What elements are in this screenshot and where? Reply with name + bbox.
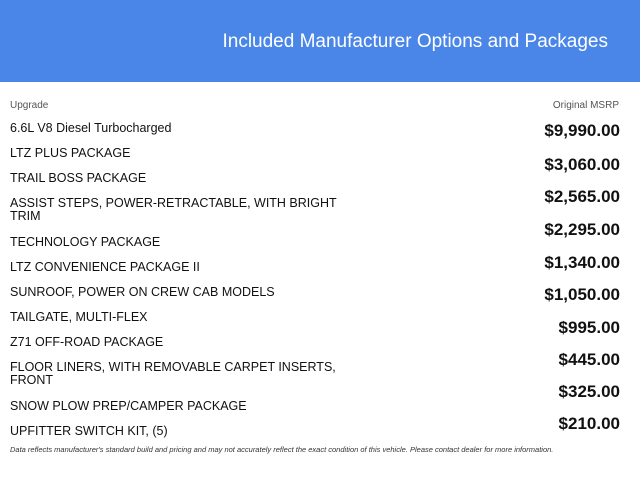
upgrade-item: UPFITTER SWITCH KIT, (5) <box>10 424 168 438</box>
msrp-price: $995.00 <box>558 318 620 337</box>
upgrade-item: LTZ PLUS PACKAGE <box>10 146 131 160</box>
msrp-price: $1,340.00 <box>544 253 620 272</box>
msrp-price: $325.00 <box>558 382 620 401</box>
upgrade-item: ASSIST STEPS, POWER-RETRACTABLE, WITH BRIGHT TRIM <box>10 196 337 223</box>
upgrade-column-header: Upgrade <box>10 100 49 111</box>
msrp-price: $210.00 <box>558 414 620 433</box>
upgrade-item: Z71 OFF-ROAD PACKAGE <box>10 335 164 349</box>
upgrade-item: TECHNOLOGY PACKAGE <box>10 235 161 249</box>
disclaimer-text: Data reflects manufacturer's standard build and pricing and may not accurately reflect the exact condition of this vehicle. Please contact dealer for more information. <box>10 445 554 454</box>
msrp-price: $2,565.00 <box>544 187 620 206</box>
msrp-price: $445.00 <box>558 350 620 369</box>
page-title: Included Manufacturer Options and Packages <box>222 31 608 52</box>
upgrade-item: TRAIL BOSS PACKAGE <box>10 171 147 185</box>
upgrade-item: SUNROOF, POWER ON CREW CAB MODELS <box>10 285 275 299</box>
msrp-price: $1,050.00 <box>544 285 620 304</box>
upgrade-item: SNOW PLOW PREP/CAMPER PACKAGE <box>10 399 247 413</box>
upgrade-item: TAILGATE, MULTI-FLEX <box>10 310 148 324</box>
msrp-price: $9,990.00 <box>544 121 620 140</box>
page-header <box>0 0 640 82</box>
upgrade-item: FLOOR LINERS, WITH REMOVABLE CARPET INSERTS, FRONT <box>10 360 336 387</box>
upgrade-item: 6.6L V8 Diesel Turbocharged <box>10 121 172 135</box>
msrp-column-header: Original MSRP <box>552 100 619 111</box>
msrp-price: $2,295.00 <box>544 220 620 239</box>
msrp-price: $3,060.00 <box>544 155 620 174</box>
upgrade-item: LTZ CONVENIENCE PACKAGE II <box>10 260 200 274</box>
